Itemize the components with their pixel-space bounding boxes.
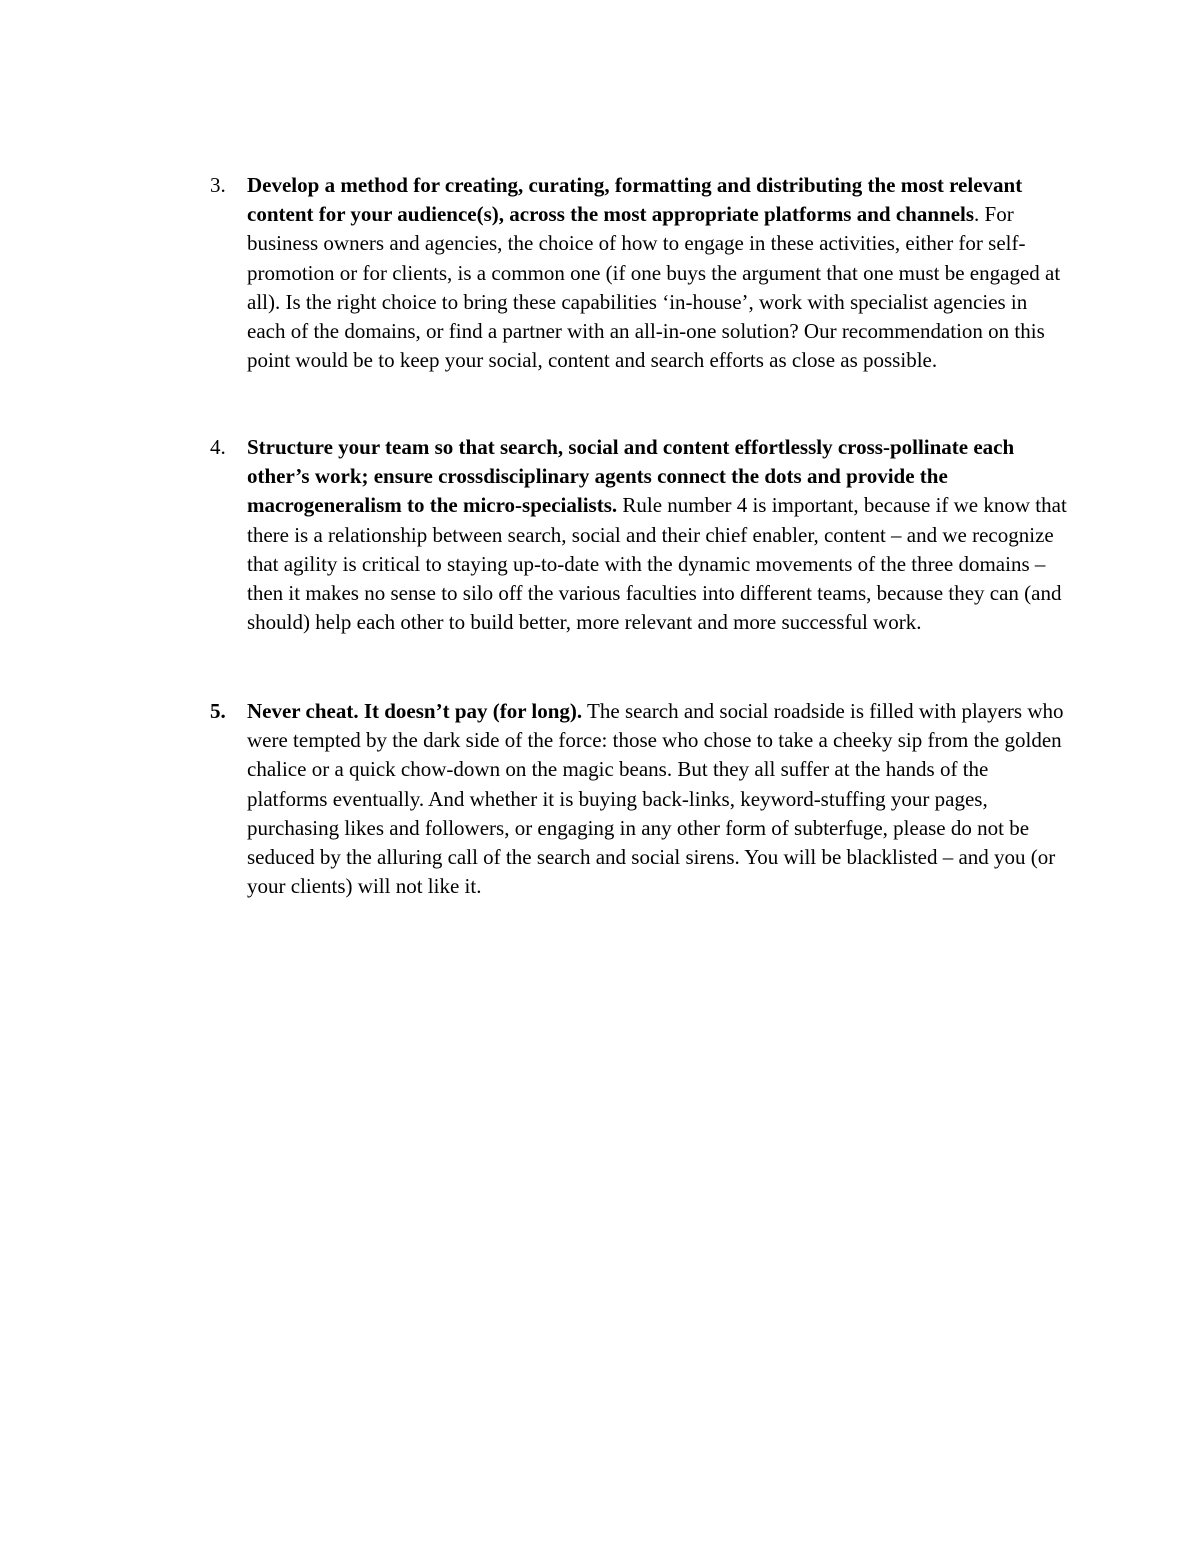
list-item-heading: Develop a method for creating, curating, formatting and distributing the most relevant content for your audience(s), across the most appropriate platforms and channels xyxy=(247,173,1023,227)
list-item-4 xyxy=(210,433,1070,637)
list-item-body: Rule number 4 is important, because if we know that there is a relationship between search, social and their chief enabler, content – and we recognize that agility is critical to staying up-to-date with the dynamic movements of the three domains – then it makes no sense to silo off the various faculties into different teams, because they can (and should) help each other to build better, more relevant and more successful work. xyxy=(247,493,1067,635)
list-item-heading: Structure your team so that search, social and content effortlessly cross-pollinate each other’s work; ensure crossdisciplinary agents connect the dots and provide the macrogeneralism to the micro-specialists. xyxy=(247,435,1015,518)
list-number: 5. xyxy=(210,699,226,723)
list-item-text xyxy=(247,433,1067,637)
list-item-body: . For business owners and agencies, the choice of how to engage in these activities, either for self-promotion or for clients, is a common one (if one buys the argument that one must be engaged at all). Is the right choice to bring these capabilities ‘in-house’, work with specialist agencies in each of the domains, or find a partner with an all-in-one solution? Our recommendation on this point would be to keep your social, content and search efforts as close as possible. xyxy=(247,202,1061,373)
list-number: 3. xyxy=(210,173,226,197)
list-item-text xyxy=(247,697,1067,901)
list-item-heading: Never cheat. It doesn’t pay (for long). xyxy=(247,699,583,723)
list-item-body: The search and social roadside is filled with players who were tempted by the dark side of the force: those who chose to take a cheeky sip from the golden chalice or a quick chow-down on the magic beans. But they all suffer at the hands of the platforms eventually. And whether it is buying back-links, keyword-stuffing your pages, purchasing likes and followers, or engaging in any other form of subterfuge, please do not be seduced by the alluring call of the search and social sirens. You will be blacklisted – and you (or your clients) will not like it. xyxy=(247,699,1064,899)
list-item-5 xyxy=(210,697,1070,901)
list-number: 4. xyxy=(210,435,226,459)
list-item-text xyxy=(247,171,1067,375)
list-item-3 xyxy=(210,171,1070,375)
